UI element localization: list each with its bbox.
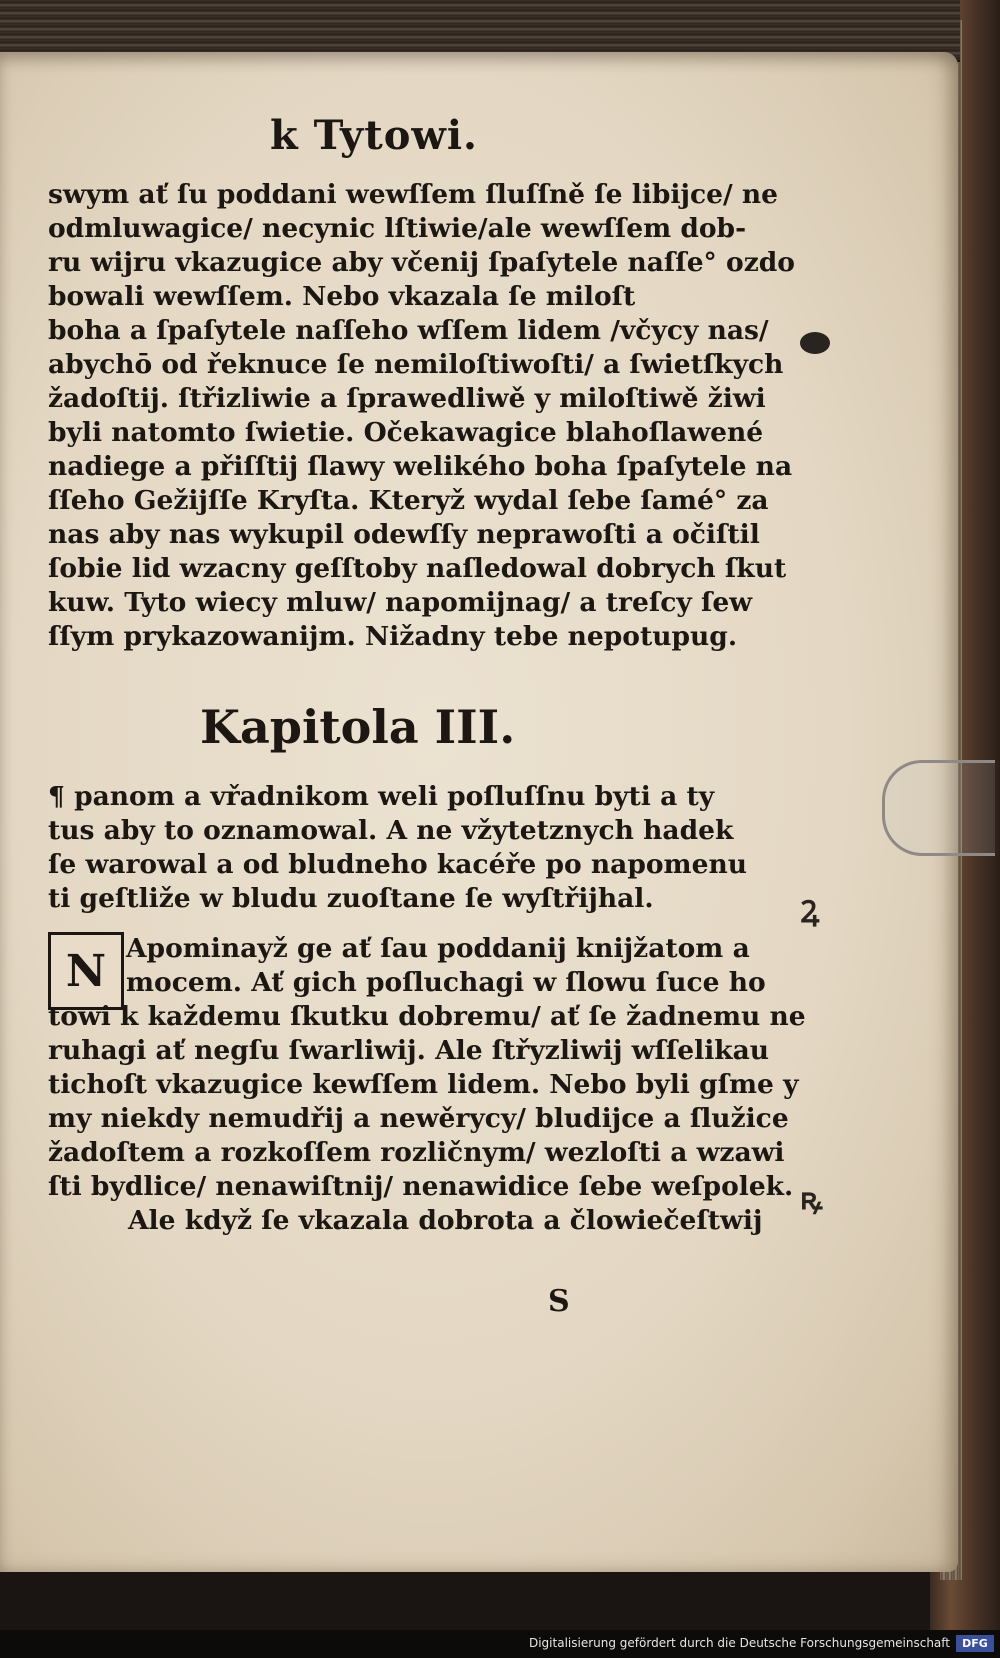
text-line: ſe warowal a od bludneho kacéře po napomenu [48, 849, 747, 880]
text-line: žadoſtij. ſtřizliwie a ſprawedliwě y miloſtiwě žiwi [48, 383, 766, 414]
text-line: ruhagi ať negſu ſwarliwij. Ale ſtřyzliwij wſſelikau [48, 1035, 770, 1066]
chapter-summary [48, 780, 747, 916]
text-line: abychō od řeknuce ſe nemiloſtiwoſti/ a ſwietſkych [48, 349, 784, 380]
text-line: ſſym prykazowanijm. Nižadny tebe nepotupug. [48, 621, 738, 652]
chapter-heading: Kapitola III. [200, 700, 516, 754]
text-line: ſti bydlice/ nenawiſtnij/ nenawidice ſebe weſpolek. [48, 1171, 794, 1202]
paragraph-1 [48, 178, 795, 654]
text-line: ſobie lid wzacny geſſtoby naſledowal dobrych ſkut [48, 553, 787, 584]
text-line: Apominayž ge ať ſau poddanij knijžatom a [126, 933, 750, 964]
text-line: odmluwagice/ necynic lſtiwie/ale wewſſem dob- [48, 213, 747, 244]
text-line: tus aby to oznamowal. A ne vžytetznych hadek [48, 815, 734, 846]
text-line: bowali wewſſem. Nebo vkazala ſe miloſt [48, 281, 636, 312]
text-line: kuw. Tyto wiecy mluw/ napomijnag/ a treſcy ſew [48, 587, 753, 618]
paragraph-2 [48, 932, 806, 1238]
text-line: my niekdy nemudřij a newěrycy/ bludijce a ſlužice [48, 1103, 789, 1134]
text-line: byli natomto ſwietie. Očekawagice blahoſlawené [48, 417, 764, 448]
text-line: mocem. Ať gich poſluchagi w ſlowu ſuce ho [126, 967, 766, 998]
margin-mark: ꝶ [800, 1182, 823, 1217]
text-line: ru wijru vkazugice aby včenij ſpaſytele naſſe° ozdo [48, 247, 795, 278]
footer-bar [0, 1630, 1000, 1658]
text-line: Ale když ſe vkazala dobrota a člowiečeſtwij [128, 1205, 763, 1236]
text-line: ¶ panom a vřadnikom weli poſluſſnu byti a ty [48, 781, 715, 812]
text-line: nadiege a přiſſtij ſlawy welikého boha ſpaſytele na [48, 451, 793, 482]
text-line: ti geſtliže w bludu zuoſtane ſe wyſtřijhal. [48, 883, 654, 914]
text-line: žadoſtem a rozkoſſem rozličnym/ wezloſti a wzawi [48, 1137, 785, 1168]
book-page [0, 52, 958, 1572]
text-line: tichoſt vkazugice kewſſem lidem. Nebo byli gſme y [48, 1069, 799, 1100]
ink-blot [800, 332, 830, 354]
text-line: swym ať ſu poddani wewſſem ſluſſně ſe libijce/ ne [48, 179, 779, 210]
footer-credit: Digitalisierung gefördert durch die Deutsche Forschungsgemeinschaft [528, 1636, 950, 1650]
running-head: k Tytowi. [270, 112, 478, 159]
text-line: towi k každemu ſkutku dobremu/ ať ſe žadnemu ne [48, 1001, 806, 1032]
text-line: nas aby nas wykupil odewſſy neprawoſti a očiſtil [48, 519, 760, 550]
margin-mark: Ꝝ [800, 895, 820, 930]
text-line: ſſeho Gežijſſe Kryſta. Kteryž wydal ſebe ſamé° za [48, 485, 769, 516]
page-clip [882, 760, 995, 856]
initial-letter: N [65, 945, 107, 997]
dfg-logo: DFG [956, 1635, 994, 1652]
catchword: S [548, 1284, 570, 1319]
text-line: boha a ſpaſytele naſſeho wſſem lidem /včycy nas/ [48, 315, 769, 346]
